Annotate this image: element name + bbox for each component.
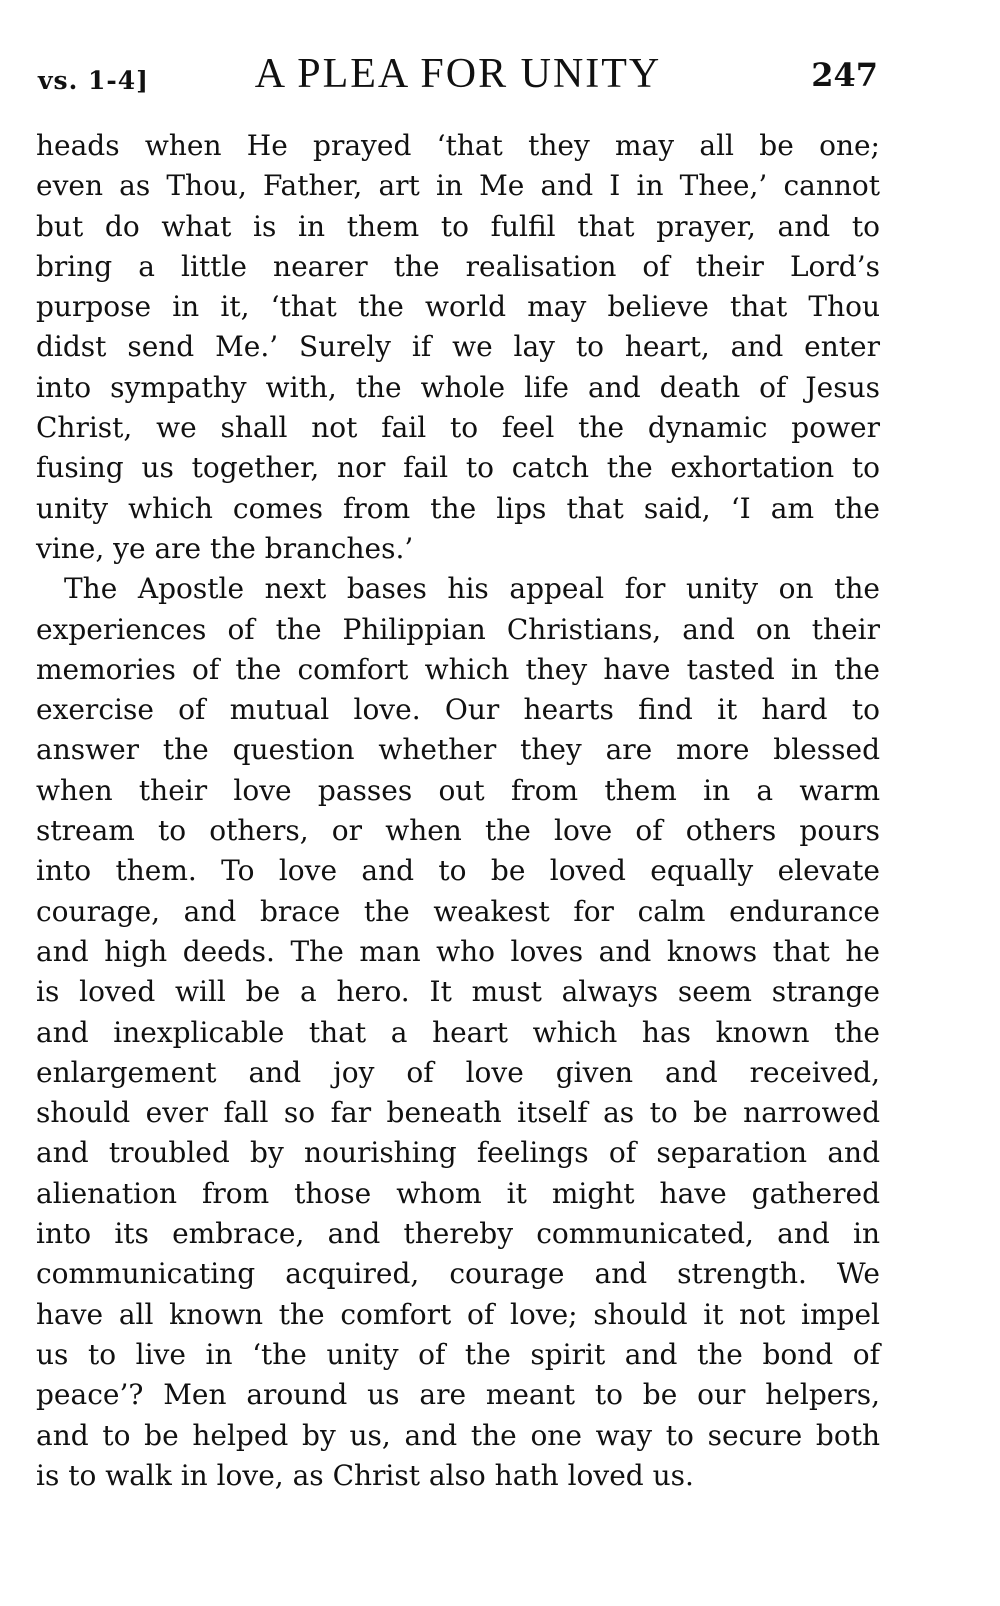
running-title: A PLEA FOR UNITY	[254, 51, 662, 97]
text-line: into its embrace, and thereby communicated, and in	[36, 1217, 880, 1251]
text-line: peace’? Men around us are meant to be our helpers,	[36, 1378, 880, 1412]
text-line: is loved will be a hero. It must always seem strange	[36, 975, 880, 1009]
text-line: into them. To love and to be loved equally elevate	[36, 854, 880, 888]
text-line: should ever fall so far beneath itself as to be narrowed	[36, 1096, 880, 1130]
text-line: didst send Me.’ Surely if we lay to heart, and enter	[36, 330, 880, 364]
body-text	[36, 126, 880, 1496]
text-line: purpose in it, ‘that the world may believe that Thou	[36, 290, 880, 324]
text-line: vine, ye are the branches.’	[36, 531, 414, 565]
text-line: unity which comes from the lips that said, ‘I am the	[36, 491, 880, 525]
text-line: even as Thou, Father, art in Me and I in Thee,’ cannot	[36, 169, 880, 203]
text-line: and high deeds. The man who loves and knows that he	[36, 934, 880, 968]
text-line: enlargement and joy of love given and received,	[36, 1055, 880, 1089]
text-line: Christ, we shall not fail to feel the dynamic power	[36, 411, 880, 445]
text-line: memories of the comfort which they have tasted in the	[36, 652, 880, 686]
text-line: The Apostle next bases his appeal for unity on the	[64, 572, 880, 606]
text-line: communicating acquired, courage and strength. We	[36, 1257, 880, 1291]
text-line: experiences of the Philippian Christians, and on their	[36, 612, 880, 646]
text-line: alienation from those whom it might have gathered	[36, 1176, 880, 1210]
text-line: and to be helped by us, and the one way to secure both	[36, 1418, 880, 1452]
text-line: bring a little nearer the realisation of their Lord’s	[36, 249, 880, 283]
text-line: stream to others, or when the love of others pours	[36, 814, 880, 848]
text-line: but do what is in them to fulfil that prayer, and to	[36, 209, 880, 243]
text-line: us to live in ‘the unity of the spirit and the bond of	[36, 1337, 880, 1371]
verse-reference: vs. 1-4]	[38, 66, 150, 95]
text-line: courage, and brace the weakest for calm endurance	[36, 894, 880, 928]
text-line: answer the question whether they are more blessed	[36, 733, 880, 767]
text-line: when their love passes out from them in a warm	[36, 773, 880, 807]
text-line: is to walk in love, as Christ also hath loved us.	[36, 1458, 694, 1492]
text-line: and troubled by nourishing feelings of separation and	[36, 1136, 880, 1170]
text-line: and inexplicable that a heart which has known the	[36, 1015, 880, 1049]
text-line: heads when He prayed ‘that they may all be one;	[36, 129, 880, 162]
page-number: 247	[811, 56, 878, 94]
text-line: have all known the comfort of love; should it not impel	[36, 1297, 880, 1331]
running-head	[38, 50, 878, 106]
text-line: fusing us together, nor fail to catch the exhortation to	[36, 451, 880, 485]
text-line: exercise of mutual love. Our hearts find it hard to	[36, 693, 880, 727]
text-line: into sympathy with, the whole life and death of Jesus	[36, 370, 880, 404]
